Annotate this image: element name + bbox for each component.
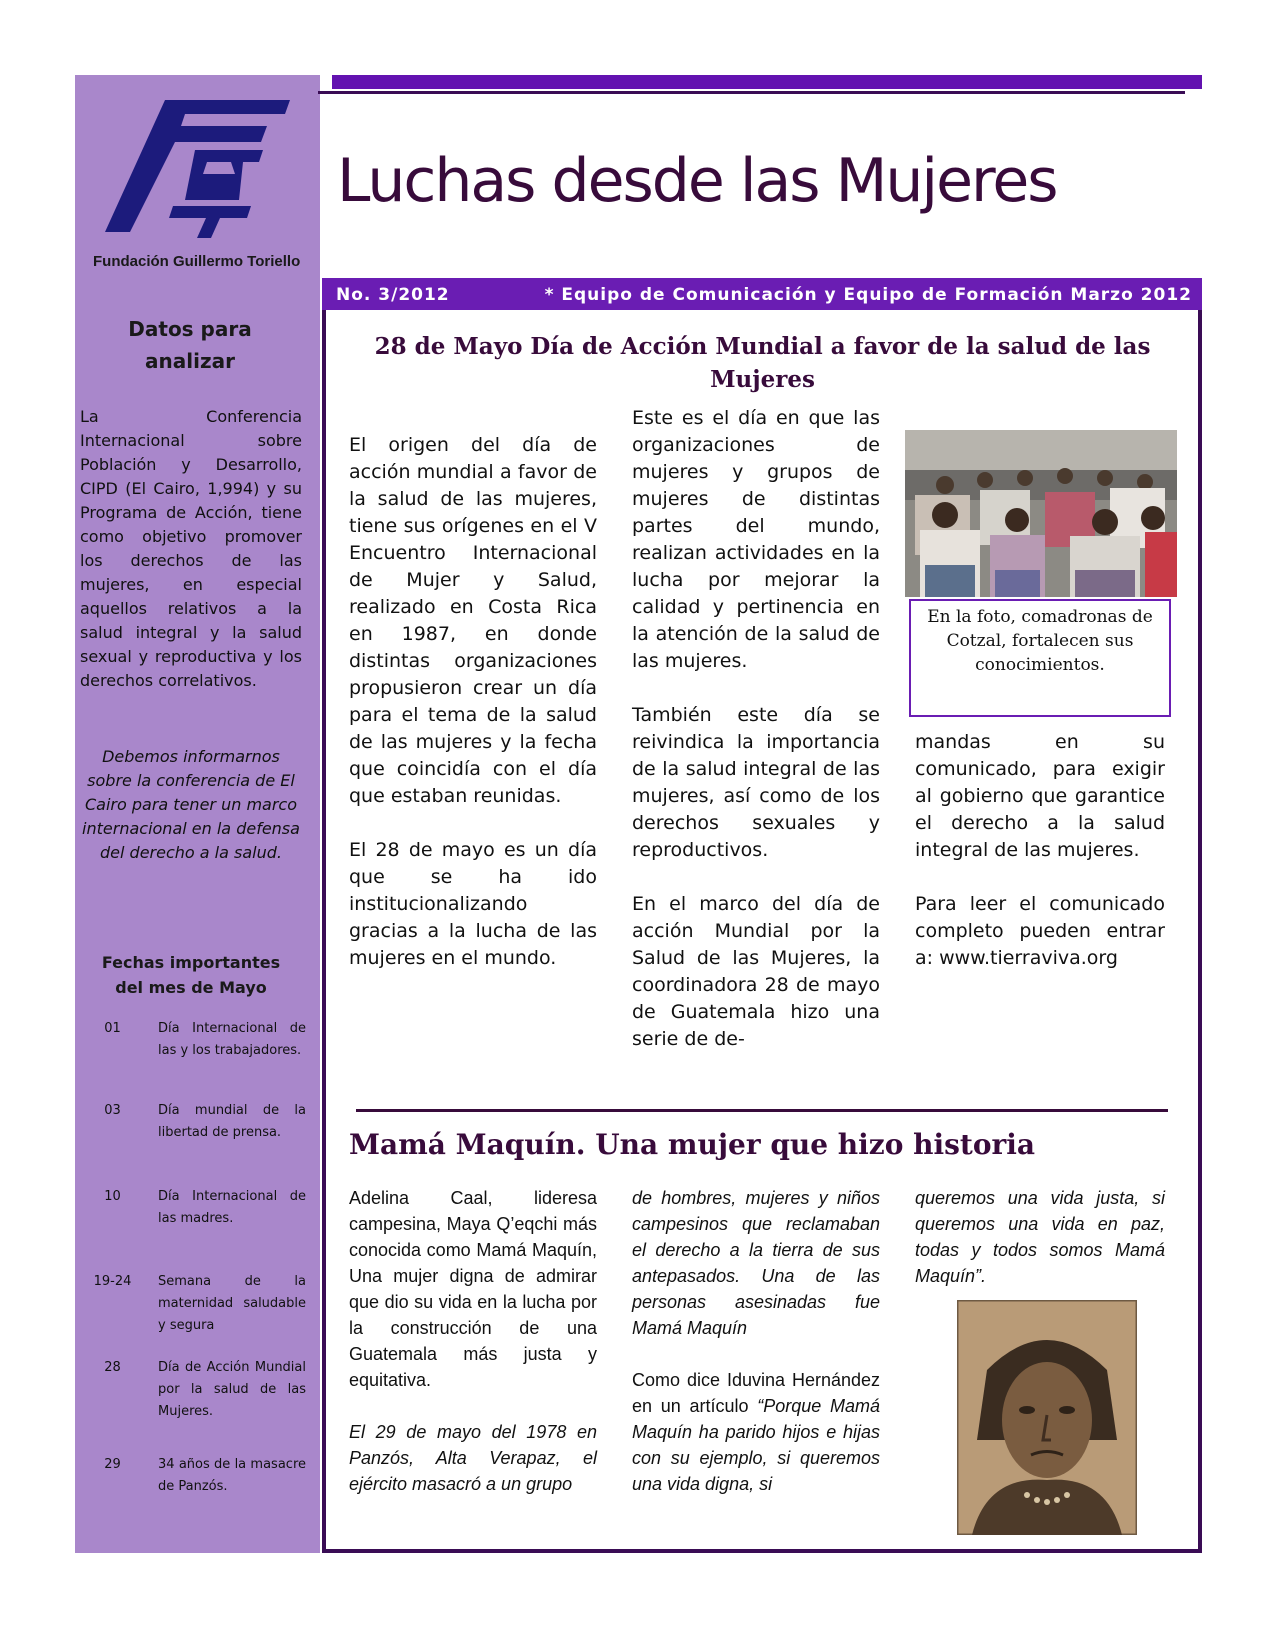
article2-col1-paragraph: El 29 de mayo del 1978 en Panzós, Alta Verapaz, el ejército masacró a un grupo bbox=[349, 1422, 597, 1494]
issue-number: No. 3/2012 bbox=[336, 285, 450, 305]
midwives-photo bbox=[905, 430, 1177, 597]
logo-caption: Fundación Guillermo Toriello bbox=[93, 253, 301, 270]
sidebar-paragraph: La Conferencia Internacional sobre Población y Desarrollo, CIPD (El Cairo, 1,994) y su Programa de Acción, tiene como objetivo promover los derechos de las mujeres, en especial aquellos relativos a la salud integral y la salud sexual y reproductiva y los derechos correlativos. bbox=[80, 407, 302, 690]
article2-column-1 bbox=[349, 1185, 597, 1523]
article1-col3-paragraph: Para leer el comunicado completo pueden entrar a: www.tierraviva.org bbox=[915, 893, 1165, 969]
article2-col2-paragraph: de hombres, mujeres y niños campesinos que reclamaban el derecho a la tierra de sus antepasados. Una de las personas asesinadas fue Mamá Maquín bbox=[632, 1188, 880, 1338]
photo-caption: En la foto, comadronas de Cotzal, fortalecen sus conocimientos. bbox=[909, 599, 1171, 717]
top-accent-bar bbox=[332, 75, 1202, 89]
mama-maquin-portrait bbox=[957, 1300, 1137, 1535]
article1-column-1 bbox=[349, 432, 597, 999]
issue-team: * Equipo de Comunicación y Equipo de Formación Marzo 2012 bbox=[544, 285, 1192, 305]
date-day: 29 bbox=[104, 1457, 121, 1472]
article1-title: 28 de Mayo Día de Acción Mundial a favor de la salud de las Mujeres bbox=[374, 333, 1151, 393]
article2-col2-quote: “Porque Mamá Maquín ha parido hijos e hijas con su ejemplo, si queremos una vida digna, si bbox=[632, 1396, 880, 1494]
date-day: 01 bbox=[104, 1021, 121, 1036]
article1-col2-paragraph: Este es el día en que las organizaciones de mujeres y grupos de mujeres de distintas partes del mundo, realizan actividades en la lucha por mejorar la calidad y pertinencia en la atención de la salud de las mujeres. bbox=[632, 407, 880, 672]
article1-col3-paragraph: mandas en su comunicado, para exigir al gobierno que garantice el derecho a la salud integral de las mujeres. bbox=[915, 731, 1165, 861]
section-divider bbox=[356, 1109, 1168, 1112]
issue-bar bbox=[322, 278, 1202, 310]
sidebar-heading: Datos para analizar bbox=[128, 317, 252, 373]
date-day: 03 bbox=[104, 1103, 121, 1118]
date-text: Día mundial de la libertad de prensa. bbox=[158, 1103, 306, 1140]
date-day: 19-24 bbox=[93, 1274, 132, 1289]
sidebar-italic-note: Debemos informarnos sobre la conferencia de El Cairo para tener un marco internacional en la defensa del derecho a la salud. bbox=[82, 747, 300, 862]
article1-col2-paragraph: También este día se reivindica la importancia de la salud integral de las mujeres, así como de los derechos sexuales y reproductivos. bbox=[632, 704, 880, 861]
article2-col2-text: Como dice Iduvina Hernández en un artículo bbox=[632, 1370, 880, 1416]
article2-column-3 bbox=[915, 1185, 1165, 1315]
article1-column-3 bbox=[915, 729, 1165, 999]
article1-column-2 bbox=[632, 405, 880, 1080]
article2-col2-paragraph bbox=[632, 1367, 880, 1497]
date-text: Día Internacional de las y los trabajadores. bbox=[158, 1021, 306, 1058]
article1-col1-paragraph: El 28 de mayo es un día que se ha ido institucionalizando gracias a la lucha de las mujeres en el mundo. bbox=[349, 839, 597, 969]
date-text: Día Internacional de las madres. bbox=[158, 1189, 306, 1226]
date-day: 10 bbox=[104, 1189, 121, 1204]
fgt-logo bbox=[85, 100, 315, 275]
date-day: 28 bbox=[104, 1360, 121, 1375]
date-text: Semana de la maternidad saludable y segura bbox=[158, 1274, 306, 1333]
article2-col1-paragraph: Adelina Caal, lideresa campesina, Maya Q’eqchi más conocida como Mamá Maquín, Una mujer digna de admirar que dio su vida en la lucha por la construcción de una Guatemala más justa y equitativa. bbox=[349, 1188, 597, 1390]
date-text: 34 años de la masacre de Panzós. bbox=[158, 1457, 306, 1494]
article2-title: Mamá Maquín. Una mujer que hizo historia bbox=[349, 1128, 1036, 1161]
top-rule-line bbox=[318, 91, 1185, 94]
date-text: Día de Acción Mundial por la salud de las Mujeres. bbox=[158, 1360, 306, 1419]
article1-col1-paragraph: El origen del día de acción mundial a favor de la salud de las mujeres, tiene sus orígenes en el V Encuentro Internacional de Mujer y Salud, realizado en Costa Rica en 1987, en donde distintas organizaciones propusieron crear un día para el tema de la salud de las mujeres y la fecha que coincidía con el día que estaban reunidas. bbox=[349, 434, 597, 807]
article1-col2-paragraph: En el marco del día de acción Mundial por la Salud de las Mujeres, la coordinadora 28 de mayo de Guatemala hizo una serie de de- bbox=[632, 893, 880, 1050]
sidebar-dates-heading: Fechas importantes del mes de Mayo bbox=[101, 953, 281, 997]
article2-column-2 bbox=[632, 1185, 880, 1523]
newsletter-title: Luchas desde las Mujeres bbox=[337, 146, 1057, 216]
article2-col3-paragraph: queremos una vida justa, si queremos una vida en paz, todas y todos somos Mamá Maquín”. bbox=[915, 1188, 1165, 1286]
